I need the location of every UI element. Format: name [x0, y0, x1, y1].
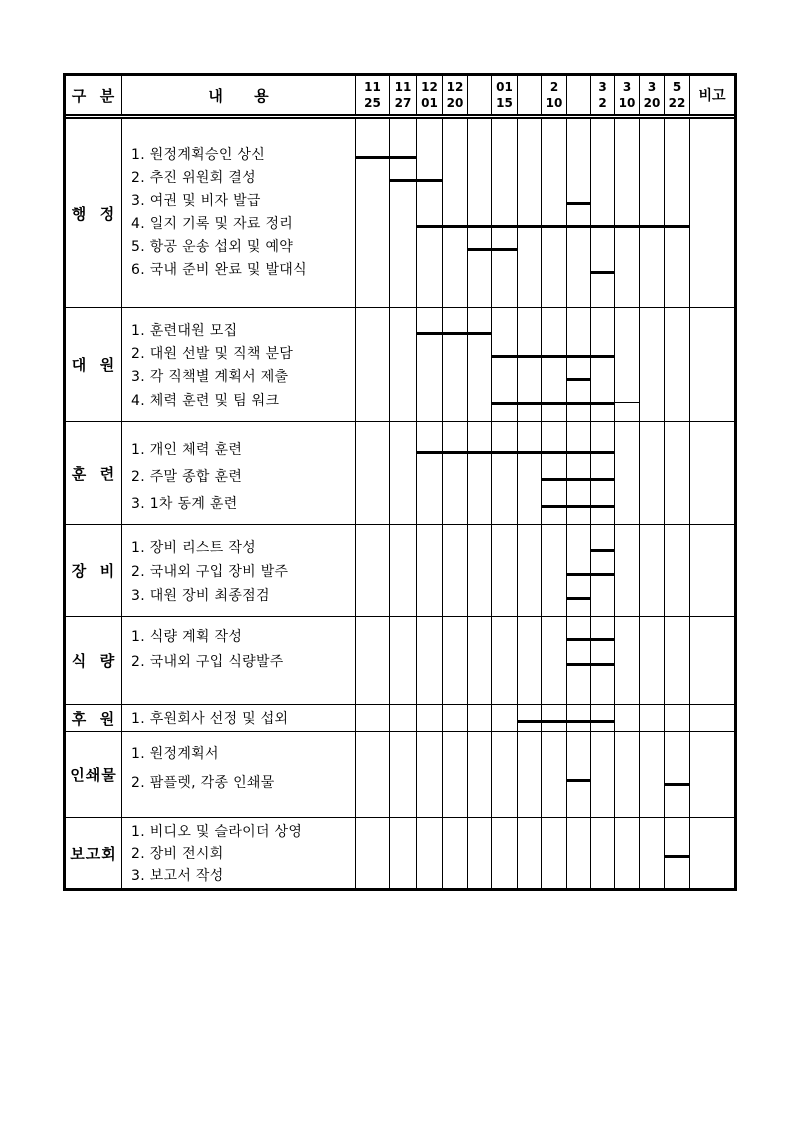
gantt-bar: [567, 378, 591, 381]
date-grid-column: [567, 732, 591, 817]
date-column-header: [356, 76, 390, 114]
date-month-label: 3: [598, 80, 607, 94]
task-item: 3. 각 직책별 계획서 제출: [131, 369, 289, 386]
date-grid-column: [567, 705, 591, 731]
date-grid-column: [492, 119, 518, 307]
category-label: 인쇄물: [70, 766, 117, 784]
date-day-label: 20: [643, 96, 661, 110]
date-column-header: [615, 76, 640, 114]
category-cell: [66, 525, 122, 616]
task-item: 2. 국내외 구입 장비 발주: [131, 563, 289, 580]
date-month-label: 2: [549, 80, 559, 94]
task-item: 3. 1차 동계 훈련: [131, 495, 238, 512]
gantt-bar: [567, 638, 615, 641]
date-grid-column: [468, 308, 492, 421]
gantt-bar: [567, 597, 591, 600]
date-month-label: 12: [421, 80, 438, 94]
date-grid-column: [443, 732, 468, 817]
date-grid-column: [443, 119, 468, 307]
date-grid-column: [591, 525, 615, 616]
date-grid-column: [417, 525, 443, 616]
task-item: 1. 개인 체력 훈련: [131, 441, 243, 458]
gantt-bar: [518, 720, 615, 723]
gantt-bar: [492, 355, 615, 358]
date-grid-column: [417, 308, 443, 421]
category-label: 보고회: [70, 844, 117, 863]
date-grid-column: [468, 705, 492, 731]
date-grid-column: [390, 422, 417, 524]
gantt-area: [356, 119, 690, 307]
date-grid-column: [390, 705, 417, 731]
date-grid-column: [518, 422, 542, 524]
section-jangbi: [66, 524, 734, 616]
task-item: 1. 장비 리스트 작성: [131, 539, 256, 556]
date-grid-column: [640, 705, 665, 731]
date-day-label: 2: [598, 96, 607, 110]
date-day-label: 10: [618, 96, 636, 110]
date-grid-column: [492, 617, 518, 704]
header-remark-cell: 비고: [698, 88, 726, 104]
date-grid-column: [518, 705, 542, 731]
gantt-bar: [390, 179, 443, 182]
date-grid-column: [492, 705, 518, 731]
date-grid-column: [665, 525, 690, 616]
date-grid-column: [615, 617, 640, 704]
date-grid-column: [443, 818, 468, 888]
gantt-bar: [567, 779, 591, 782]
gantt-area: [356, 705, 690, 731]
date-grid-column: [443, 422, 468, 524]
task-item: 2. 팜플렛, 각종 인쇄물: [131, 775, 275, 791]
date-grid-column: [390, 308, 417, 421]
date-grid-column: [591, 422, 615, 524]
date-grid-column: [591, 617, 615, 704]
category-cell: [66, 422, 122, 524]
date-grid-column: [542, 617, 567, 704]
date-grid-column: [443, 617, 468, 704]
task-item: 1. 원정계획서: [131, 746, 219, 762]
section-huwon: [66, 704, 734, 731]
date-day-label: 25: [364, 96, 381, 110]
category-label: 식 량: [71, 652, 116, 670]
remark-cell: [690, 617, 734, 704]
date-grid-column: [542, 818, 567, 888]
date-grid-column: [518, 617, 542, 704]
date-grid-column: [640, 422, 665, 524]
gantt-bar: [356, 156, 417, 159]
header-date-columns: [356, 76, 690, 114]
date-grid-column: [640, 732, 665, 817]
date-column-header: [640, 76, 665, 114]
date-grid-column: [665, 617, 690, 704]
date-column-header: [567, 76, 591, 114]
date-grid-column: [640, 818, 665, 888]
date-grid-column: [615, 525, 640, 616]
content-cell: [122, 617, 356, 704]
date-column-header: [443, 76, 468, 114]
category-label: 후 원: [71, 709, 116, 728]
date-grid-column: [356, 705, 390, 731]
task-item: 1. 비디오 및 슬라이더 상영: [131, 824, 303, 840]
date-grid-column: [567, 119, 591, 307]
date-grid-column: [390, 525, 417, 616]
date-grid-column: [567, 617, 591, 704]
date-grid-column: [443, 705, 468, 731]
date-grid-column: [542, 525, 567, 616]
date-grid-column: [443, 525, 468, 616]
category-label: 장 비: [71, 562, 116, 580]
date-grid-column: [640, 617, 665, 704]
task-item: 3. 여권 및 비자 발급: [131, 193, 261, 209]
schedule-table: [63, 73, 737, 891]
date-month-label: 3: [622, 80, 632, 94]
date-month-label: 3: [647, 80, 657, 94]
date-grid-column: [468, 119, 492, 307]
date-grid-column: [665, 119, 690, 307]
table-header-row: [66, 76, 734, 114]
date-grid-column: [492, 732, 518, 817]
date-grid-column: [591, 732, 615, 817]
date-grid-column: [356, 818, 390, 888]
date-grid-column: [468, 732, 492, 817]
task-item: 5. 항공 운송 섭외 및 예약: [131, 239, 294, 255]
date-grid-column: [356, 732, 390, 817]
date-grid-column: [665, 818, 690, 888]
date-grid-column: [615, 422, 640, 524]
date-column-header: [518, 76, 542, 114]
gantt-bar: [591, 549, 615, 552]
date-grid-column: [591, 705, 615, 731]
task-item: 1. 후원회사 선정 및 섭외: [131, 710, 289, 727]
date-grid-column: [665, 308, 690, 421]
date-grid-column: [390, 732, 417, 817]
date-grid-column: [468, 525, 492, 616]
date-grid-column: [518, 818, 542, 888]
gantt-bar: [417, 451, 615, 454]
category-label: 훈 련: [71, 464, 116, 483]
date-grid-column: [417, 422, 443, 524]
date-day-label: 10: [545, 96, 563, 110]
date-grid-column: [518, 732, 542, 817]
date-grid-column: [615, 732, 640, 817]
gantt-bar: [665, 783, 690, 786]
category-cell: [66, 119, 122, 307]
table-body: [66, 119, 734, 888]
gantt-bar: [417, 225, 690, 228]
gantt-bar: [665, 855, 690, 858]
gantt-bar: [542, 505, 615, 508]
task-item: 2. 추진 위원회 결성: [131, 170, 256, 186]
gantt-bar: [542, 478, 615, 481]
category-cell: [66, 617, 122, 704]
gantt-area: [356, 617, 690, 704]
gantt-bar: [567, 202, 591, 205]
date-column-header: [542, 76, 567, 114]
date-day-label: 20: [446, 96, 464, 110]
task-item: 1. 훈련대원 모집: [131, 323, 238, 339]
header-content-cell: 내 용: [122, 76, 356, 114]
category-label: 행 정: [71, 204, 116, 223]
date-grid-column: [591, 818, 615, 888]
date-grid-column: [390, 818, 417, 888]
section-haengjeong: [66, 119, 734, 307]
content-cell: [122, 705, 356, 731]
gantt-bar: [567, 573, 615, 576]
date-grid-column: [356, 308, 390, 421]
section-bogohoe: [66, 817, 734, 888]
date-day-label: 15: [496, 96, 513, 110]
section-hunryeon: [66, 421, 734, 524]
date-grid-column: [356, 119, 390, 307]
remark-cell: [690, 732, 734, 817]
date-grid-column: [468, 422, 492, 524]
task-item: 4. 일지 기록 및 자료 정리: [131, 216, 294, 232]
gantt-area: [356, 308, 690, 421]
remark-cell: [690, 525, 734, 616]
date-grid-column: [492, 422, 518, 524]
date-column-header: [468, 76, 492, 114]
gantt-area: [356, 818, 690, 888]
category-cell: [66, 818, 122, 888]
date-grid-column: [615, 818, 640, 888]
date-grid-column: [640, 308, 665, 421]
section-sikryang: [66, 616, 734, 704]
date-grid-column: [665, 422, 690, 524]
gantt-bar: [468, 248, 518, 251]
date-day-label: 01: [421, 96, 438, 110]
gantt-bar: [417, 332, 492, 335]
category-cell: [66, 732, 122, 817]
date-day-label: 27: [394, 96, 412, 110]
date-grid-column: [615, 119, 640, 307]
gantt-area: [356, 422, 690, 524]
content-cell: [122, 119, 356, 307]
task-item: 2. 국내외 구입 식량발주: [131, 654, 284, 670]
date-grid-column: [542, 732, 567, 817]
date-column-header: [665, 76, 690, 114]
date-grid-column: [390, 617, 417, 704]
gantt-bar: [615, 402, 640, 403]
task-item: 3. 대원 장비 최종점검: [131, 587, 270, 604]
task-item: 1. 원정계획승인 상신: [131, 147, 266, 163]
date-column-header: [591, 76, 615, 114]
date-grid-column: [468, 617, 492, 704]
date-grid-column: [567, 525, 591, 616]
task-item: 1. 식량 계획 작성: [131, 629, 243, 645]
date-grid-column: [356, 525, 390, 616]
date-grid-column: [443, 308, 468, 421]
category-cell: [66, 705, 122, 731]
date-column-header: [417, 76, 443, 114]
date-column-header: [390, 76, 417, 114]
content-cell: [122, 422, 356, 524]
content-cell: [122, 732, 356, 817]
date-grid-column: [542, 422, 567, 524]
date-grid-column: [356, 422, 390, 524]
date-grid-column: [567, 818, 591, 888]
category-label: 대 원: [71, 356, 116, 374]
date-grid-column: [492, 818, 518, 888]
date-grid-column: [640, 119, 665, 307]
remark-cell: [690, 308, 734, 421]
content-cell: [122, 818, 356, 888]
gantt-area: [356, 525, 690, 616]
content-cell: [122, 308, 356, 421]
date-grid-column: [356, 617, 390, 704]
section-inswaemul: [66, 731, 734, 817]
date-grid-column: [542, 705, 567, 731]
gantt-bar: [492, 402, 615, 405]
date-month-label: 11: [364, 80, 381, 94]
task-item: 2. 대원 선발 및 직책 분담: [131, 346, 294, 363]
date-grid-column: [615, 308, 640, 421]
date-day-label: 22: [668, 96, 686, 110]
remark-cell: [690, 705, 734, 731]
task-item: 3. 보고서 작성: [131, 868, 224, 884]
date-column-header: [492, 76, 518, 114]
date-month-label: 12: [446, 80, 464, 94]
date-grid-column: [665, 705, 690, 731]
date-grid-column: [567, 422, 591, 524]
date-month-label: 11: [394, 80, 412, 94]
gantt-bar: [567, 663, 615, 666]
gantt-area: [356, 732, 690, 817]
date-grid-column: [417, 732, 443, 817]
date-grid-column: [390, 119, 417, 307]
date-month-label: 01: [496, 80, 513, 94]
task-item: 4. 체력 훈련 및 팀 워크: [131, 392, 280, 409]
gantt-bar: [591, 271, 615, 274]
section-daewon: [66, 307, 734, 421]
date-grid-column: [542, 119, 567, 307]
date-grid-column: [591, 119, 615, 307]
date-grid-column: [518, 119, 542, 307]
remark-cell: [690, 422, 734, 524]
date-grid-column: [417, 119, 443, 307]
remark-cell: [690, 818, 734, 888]
date-grid-column: [615, 705, 640, 731]
date-grid-column: [640, 525, 665, 616]
task-item: 2. 주말 종합 훈련: [131, 468, 243, 485]
date-grid-column: [518, 525, 542, 616]
date-month-label: 5: [672, 80, 682, 94]
date-grid-column: [665, 732, 690, 817]
task-item: 2. 장비 전시회: [131, 846, 224, 862]
date-grid-column: [468, 818, 492, 888]
date-grid-column: [492, 525, 518, 616]
category-cell: [66, 308, 122, 421]
task-item: 6. 국내 준비 완료 및 발대식: [131, 262, 307, 278]
content-cell: [122, 525, 356, 616]
date-grid-column: [417, 705, 443, 731]
date-grid-column: [417, 617, 443, 704]
header-category-cell: 구 분: [66, 76, 122, 114]
date-grid-column: [417, 818, 443, 888]
remark-cell: [690, 119, 734, 307]
